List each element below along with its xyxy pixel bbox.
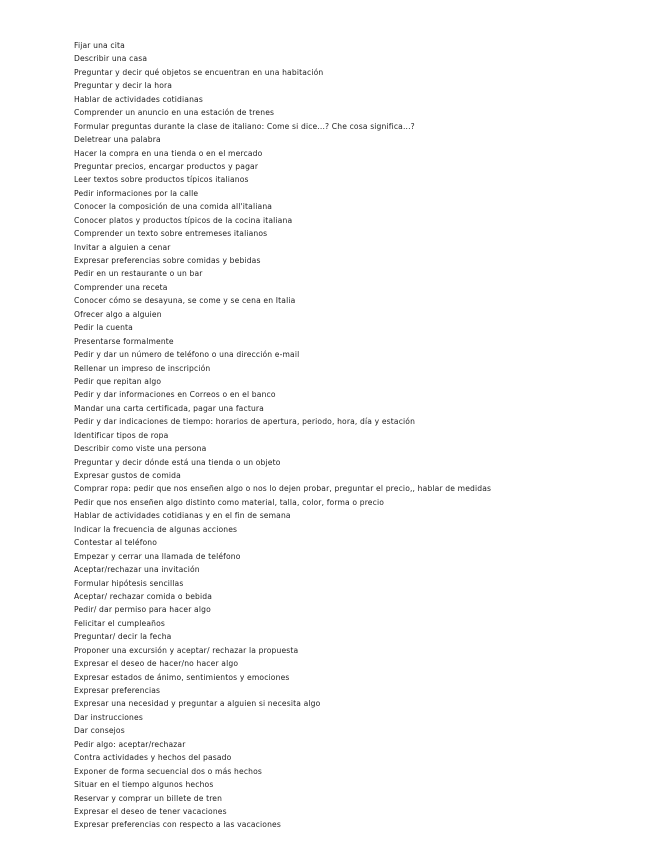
list-item: Aceptar/rechazar una invitación [74,565,200,575]
list-item: Pedir que nos enseñen algo distinto como material, talla, color, forma o precio [74,497,385,507]
list-item: Preguntar y decir qué objetos se encuentran en una habitación [74,67,324,77]
list-item: Describir como viste una persona [74,444,207,454]
list-item: Pedir en un restaurante o un bar [74,269,203,279]
list-item: Pedir la cuenta [74,323,133,333]
list-item: Proponer una excursión y aceptar/ rechazar la propuesta [74,645,299,655]
list-item: Deletrear una palabra [74,135,161,145]
list-item: Aceptar/ rechazar comida o bebida [74,591,213,601]
list-item: Conocer cómo se desayuna, se come y se cena en Italia [74,296,296,306]
list-item: Felicitar el cumpleaños [74,618,165,628]
list-item: Formular hipótesis sencillas [74,578,184,588]
list-item: Conocer platos y productos típicos de la cocina italiana [74,215,293,225]
list-item: Expresar el deseo de tener vacaciones [74,806,227,816]
list-item: Identificar tipos de ropa [74,430,169,440]
list-item: Pedir algo: aceptar/rechazar [74,739,186,749]
list-item: Contra actividades y hechos del pasado [74,753,232,763]
list-item: Hacer la compra en una tienda o en el mercado [74,148,263,158]
list-item: Hablar de actividades cotidianas y en el fin de semana [74,511,291,521]
list-item: Preguntar y decir dónde está una tienda o un objeto [74,457,281,467]
list-item: Situar en el tiempo algunos hechos [74,780,214,790]
list-item: Conocer la composición de una comida all'italiana [74,202,273,212]
list-item: Dar instrucciones [74,712,143,722]
list-item: Reservar y comprar un billete de tren [74,793,223,803]
list-item: Pedir/ dar permiso para hacer algo [74,605,211,615]
list-item: Invitar a alguien a cenar [74,242,171,252]
list-item: Formular preguntas durante la clase de italiano: Come si dice...? Che cosa significa...? [74,121,415,131]
list-item: Preguntar precios, encargar productos y pagar [74,161,259,171]
list-item: Expresar preferencias sobre comidas y bebidas [74,256,261,265]
list-item: Contestar al teléfono [74,538,158,548]
list-item: Mandar una carta certificada, pagar una factura [74,403,264,413]
list-item: Expresar el deseo de hacer/no hacer algo [74,659,239,669]
list-item: Ofrecer algo a alguien [74,309,162,319]
list-item: Exponer de forma secuencial dos o más hechos [74,766,263,776]
list-item: Dar consejos [74,726,125,736]
list-item: Expresar preferencias con respecto a las vacaciones [74,820,281,830]
list-item: Indicar la frecuencia de algunas acciones [74,524,238,534]
list-item: Describir una casa [74,54,148,64]
list-item: Comprender una receta [74,282,168,292]
list-item: Pedir y dar indicaciones de tiempo: horarios de apertura, periodo, hora, día y estación [74,417,416,427]
list-item: Rellenar un impreso de inscripción [74,363,211,373]
list-item: Pedir informaciones por la calle [74,188,199,198]
list-item: Comprar ropa: pedir que nos enseñen algo o nos lo dejen probar, preguntar el precio,, hablar de medidas [74,484,492,494]
list-item: Preguntar y decir la hora [74,81,173,91]
list-item: Empezar y cerrar una llamada de teléfono [74,551,241,561]
list-item: Pedir y dar un número de teléfono o una dirección e-mail [74,350,300,360]
list-item: Fijar una cita [74,41,125,50]
list-item: Expresar preferencias [74,686,161,695]
list-item: Expresar una necesidad y preguntar a alguien si necesita algo [74,699,321,709]
list-item: Leer textos sobre productos típicos italianos [74,175,249,185]
list-item: Preguntar/ decir la fecha [74,632,172,642]
list-item: Hablar de actividades cotidianas [74,94,203,104]
list-item: Expresar estados de ánimo, sentimientos y emociones [74,672,290,682]
list-item: Comprender un texto sobre entremeses italianos [74,229,268,239]
list-item: Presentarse formalmente [74,336,174,346]
list-item: Pedir que repitan algo [74,376,162,386]
list-item: Expresar gustos de comida [74,471,181,480]
objectives-list [74,39,491,832]
list-item: Comprender un anuncio en una estación de trenes [74,108,275,118]
list-item: Pedir y dar informaciones en Correos o en el banco [74,390,276,400]
